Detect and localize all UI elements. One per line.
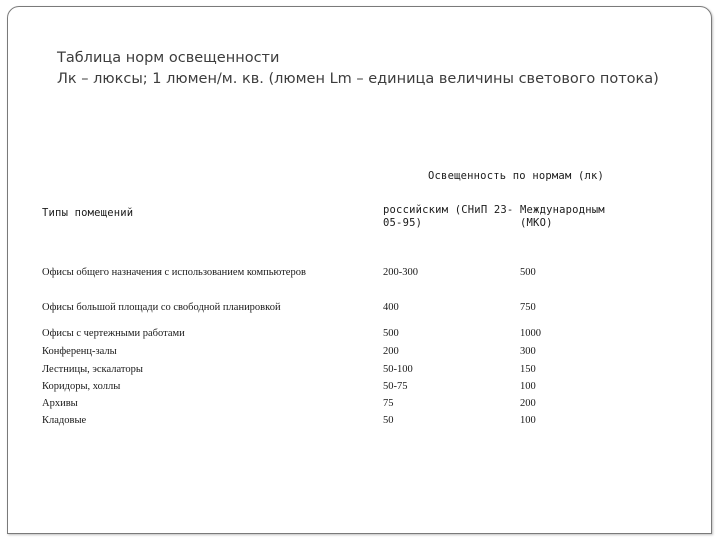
row-international-value: 150 bbox=[520, 364, 536, 375]
header-russian-norms: российским (СНиП 23-05-95) bbox=[383, 204, 514, 229]
row-room-type: Архивы bbox=[42, 398, 78, 409]
row-russian-value: 200 bbox=[383, 346, 399, 357]
row-russian-value: 50 bbox=[383, 415, 394, 426]
row-russian-value: 400 bbox=[383, 302, 399, 313]
row-international-value: 200 bbox=[520, 398, 536, 409]
row-russian-value: 75 bbox=[383, 398, 394, 409]
row-international-value: 100 bbox=[520, 415, 536, 426]
row-international-value: 750 bbox=[520, 302, 536, 313]
row-international-value: 500 bbox=[520, 267, 536, 278]
row-russian-value: 500 bbox=[383, 328, 399, 339]
header-illuminance-group: Освещенность по нормам (лк) bbox=[428, 170, 605, 182]
row-room-type: Лестницы, эскалаторы bbox=[42, 364, 143, 375]
row-russian-value: 50-100 bbox=[383, 364, 413, 375]
row-room-type: Офисы большой площади со свободной планировкой bbox=[42, 302, 281, 313]
row-russian-value: 200-300 bbox=[383, 267, 418, 278]
title-line-1: Таблица норм освещенности bbox=[57, 50, 280, 66]
row-room-type: Конференц-залы bbox=[42, 346, 117, 357]
row-international-value: 100 bbox=[520, 381, 536, 392]
row-russian-value: 50-75 bbox=[383, 381, 408, 392]
row-international-value: 300 bbox=[520, 346, 536, 357]
title-line-2: Лк – люксы; 1 люмен/м. кв. (люмен Lm – единица величины светового потока) bbox=[57, 71, 659, 87]
row-room-type: Кладовые bbox=[42, 415, 87, 426]
row-room-type: Офисы общего назначения с использованием компьютеров bbox=[42, 267, 306, 278]
row-international-value: 1000 bbox=[520, 328, 541, 339]
header-international-norms: Международным (МКО) bbox=[520, 204, 605, 229]
row-room-type: Коридоры, холлы bbox=[42, 381, 121, 392]
header-room-types: Типы помещений bbox=[42, 207, 134, 219]
row-room-type: Офисы с чертежными работами bbox=[42, 328, 185, 339]
slide-title bbox=[57, 48, 659, 90]
